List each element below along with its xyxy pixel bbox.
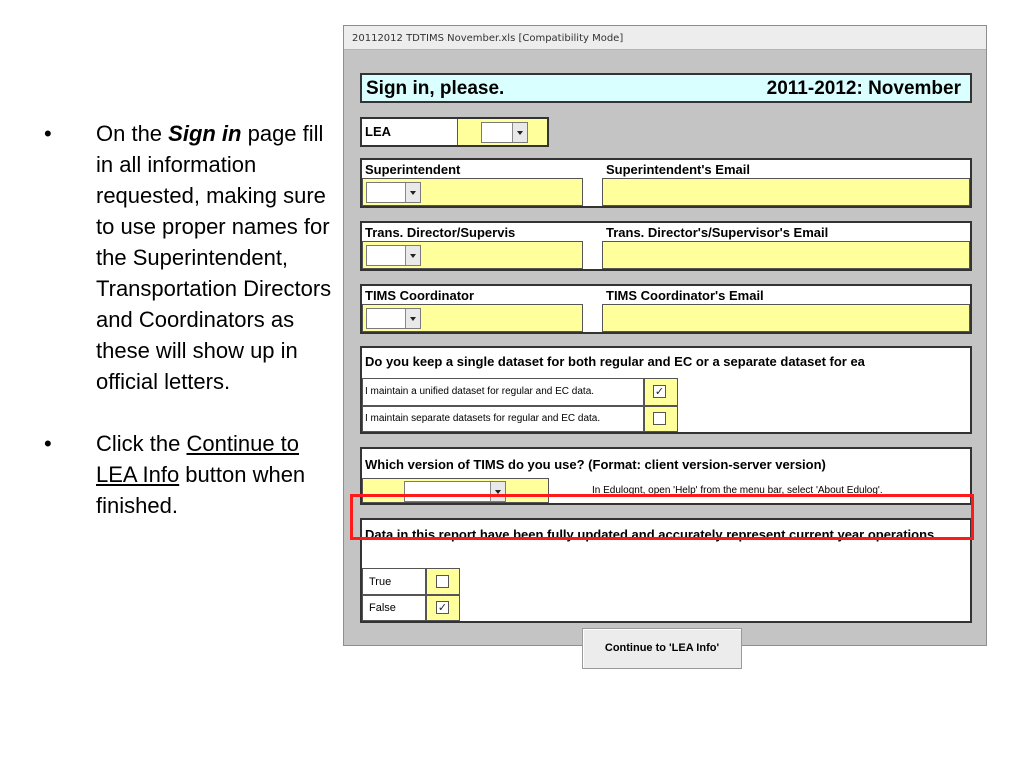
page-title: Sign in, please.: [366, 78, 505, 99]
chevron-down-icon[interactable]: [405, 309, 420, 328]
trans-director-email-field[interactable]: [602, 241, 970, 269]
true-check-cell: [426, 568, 460, 595]
separate-checkbox[interactable]: [653, 412, 666, 425]
false-label-cell: [362, 595, 426, 621]
lea-row: [360, 117, 549, 147]
lea-label: LEA: [365, 124, 391, 139]
trans-director-email-label: Trans. Director's/Supervisor's Email: [606, 225, 829, 240]
dataset-unified-label: I maintain a unified dataset for regular and EC data.: [365, 386, 595, 397]
superintendent-row: [360, 158, 972, 208]
false-checkbox[interactable]: ✓: [437, 601, 448, 614]
dataset-question-block: [360, 346, 972, 434]
bullet-dot: •: [44, 431, 52, 456]
bullet-sign-in: [40, 118, 340, 397]
superintendent-dropdown[interactable]: [366, 182, 421, 203]
bullet-dot: •: [44, 121, 52, 146]
lea-dropdown[interactable]: [481, 122, 528, 143]
superintendent-email-field[interactable]: [602, 178, 970, 206]
bullet-text-prefix: On the: [96, 121, 169, 146]
version-question: Which version of TIMS do you use? (Format: client version-server version): [365, 457, 826, 472]
false-label: False: [369, 602, 396, 614]
period-label: 2011-2012: November: [766, 78, 961, 99]
sign-in-emphasis: Sign in: [168, 121, 242, 146]
bullet-text-prefix: Click the: [96, 431, 187, 456]
highlight-annotation: [350, 494, 974, 540]
true-checkbox[interactable]: [436, 575, 449, 588]
bullet-text-rest: button when finished.: [96, 462, 306, 518]
dataset-separate-label: I maintain separate datasets for regular and EC data.: [365, 413, 601, 424]
version-hint: In Edulognt, open 'Help' from the menu bar, select 'About Edulog'.: [592, 485, 883, 496]
true-label-cell: [362, 568, 426, 595]
instructions: [40, 118, 340, 552]
tims-coordinator-row: [360, 284, 972, 334]
trans-director-label: Trans. Director/Supervis: [365, 225, 516, 240]
continue-to-lea-info-button[interactable]: Continue to 'LEA Info': [582, 628, 742, 669]
dataset-question: Do you keep a single dataset for both regular and EC or a separate dataset for ea: [365, 354, 865, 369]
chevron-down-icon[interactable]: [405, 183, 420, 202]
report-statement: Data in this report have been fully updated and accurately represent current year operations.: [365, 527, 938, 542]
trans-director-row: [360, 221, 972, 271]
unified-checkbox[interactable]: ✓: [654, 385, 665, 398]
superintendent-email-label: Superintendent's Email: [606, 162, 750, 177]
superintendent-label: Superintendent: [365, 162, 461, 177]
excel-window: [343, 25, 987, 654]
trans-director-dropdown[interactable]: [366, 245, 421, 266]
signin-sheet: [344, 51, 986, 654]
tims-coordinator-email-label: TIMS Coordinator's Email: [606, 288, 764, 303]
dataset-separate-cell: [362, 406, 644, 432]
chevron-down-icon[interactable]: [405, 246, 420, 265]
tims-coordinator-label: TIMS Coordinator: [365, 288, 475, 303]
tims-coordinator-email-field[interactable]: [602, 304, 970, 332]
tims-coordinator-dropdown[interactable]: [366, 308, 421, 329]
true-label: True: [369, 576, 392, 588]
window-title: 20112012 TDTIMS November.xls [Compatibility Mode]: [344, 26, 986, 50]
lea-label-cell: [362, 119, 458, 145]
chevron-down-icon[interactable]: [512, 123, 527, 142]
dataset-unified-check-cell: [644, 378, 678, 406]
bullet-continue: [40, 428, 340, 521]
sheet-header: [360, 73, 972, 103]
continue-link-text: Continue to LEA Info: [96, 431, 300, 487]
dataset-unified-cell: [362, 378, 644, 406]
dataset-separate-check-cell: [644, 406, 678, 432]
false-check-cell: [426, 595, 460, 621]
bullet-text-rest: page fill in all information requested, making sure to use proper names for the Superintendent, Transportation Directors and Coordinators as these will show up in official letters.: [96, 121, 332, 394]
